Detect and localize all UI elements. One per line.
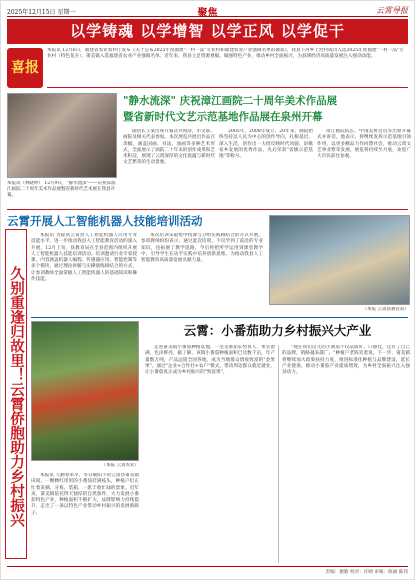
- section-divider: [7, 209, 408, 210]
- tomato-photo-caption: （本报 云霄农业）: [101, 463, 139, 468]
- exhibition-text-1: 副县长王某出席开幕式并致辞，市文联、画院及相关代表参加。本次展览共展出作品百余幅，涵盖国画、书法、油画等多种艺术形式，全面展示了画院二十年来的创作成果和艺术积淀，展现了云霄深厚的文化底蕴与新时代文艺繁荣的生动景象。: [123, 129, 215, 166]
- exhibition-column-3: [317, 129, 411, 207]
- vertical-headline: 久别重逢归故里！云霄侨胞助力乡村振兴: [5, 229, 27, 559]
- exhibition-column-2: [219, 129, 313, 207]
- tomato-text-2: 走进莆美镇小番茄种植基地，一垄垄番茄长势喜人，果实饱满、色泽鲜亮。据了解，该镇小番茄种植面积已达数千亩，年产量数万吨，产品远销全国各地，成为当地群众增收致富的"金果果"。通过"企业+合作社+农户"模式，带动周边群众就近就业，让小番茄真正成为乡村振兴的"致富果"。: [145, 345, 275, 376]
- section-title: 聚焦: [197, 8, 218, 19]
- ai-training-photo: [269, 215, 410, 305]
- ai-training-title: 云霄开展人工智能机器人技能培训活动: [7, 214, 203, 228]
- ai-training-column-1: [31, 233, 137, 313]
- good-news-brief: 本报讯 12月6日，福建省农业农村厅发布《关于公布2025年度福建"一村一品"专业村和福建农业产业强镇名单的通知》，我县下河乡上营村成功入选2025年度福建"一村一品"专业村（特色花卉），莆美镇入选福建省农业产业强镇名单。近年来，我县立足资源禀赋，做强特色产业，推动乡村全面振兴，为县域经济高质量发展注入强劲动能。: [47, 48, 408, 88]
- exhibition-photo: [7, 93, 117, 178]
- tomato-column-1: [31, 473, 139, 565]
- exhibition-title-line1: "静水流深" 庆祝漳江画院二十周年美术作品展: [123, 95, 338, 107]
- tomato-column-3: [282, 345, 410, 565]
- ai-training-column-2: [141, 233, 263, 313]
- page-header: [7, 5, 408, 17]
- newspaper-logo: 云霄导报: [376, 6, 408, 15]
- page-footer: 责编：谢敏 校对：许晴 审核：陈丽 陈伟: [7, 566, 408, 575]
- tomato-text-1: 本报讯 人勤春来早，冬日暖阳下的云霄县莆美镇田间，一颗颗红彤彤的小番茄挂满枝头，种植户们正忙着采摘、分拣、装箱，一派丰收忙碌的景象。近年来，莆美镇依托得天独厚的自然条件，大力发展小番茄特色产业，种植面积不断扩大，品牌影响力持续提升，走出了一条以特色产业带动乡村振兴的发展新路子。: [31, 473, 139, 516]
- exhibition-text-2: 2005年，2008年成立，20年来，画院始终坚持以人民为中心的创作导向，扎根基层、深入生活，创作出一大批反映时代风貌、讴歌家乡发展的优秀作品，先后荣获"省级示范基地"等称号。: [219, 129, 313, 160]
- tomato-article-title: 云霄：小番茄助力乡村振兴大产业: [183, 323, 372, 338]
- good-news-badge: 喜报: [7, 48, 43, 88]
- exhibition-text-3: 漳江画院院长、中国美协会员等出席开幕式并讲话。他表示，将继续发挥示范基地引领作用，以更多精品力作回馈社会，推动云霄文艺事业繁荣发展。展览将持续至月底，欢迎广大市民前往参观。: [317, 129, 411, 160]
- exhibition-title-line2: 暨省新时代文艺示范基地作品展在泉州开幕: [123, 111, 323, 123]
- ai-training-text-2: 本次培训采取集中授课与分组实践相结合的方式开展，参训教师纷纷表示，通过此次培训，不仅学到了前沿的专业知识，也拓展了教学思路，今后将把所学运用到课堂教学中，引导学生在动手实践中培养创新思维，为推动我县人工智能教育高质量发展贡献力量。: [141, 233, 263, 264]
- ai-training-photo-caption: （本报 云霄县教育局）: [362, 307, 409, 312]
- ai-training-text-1: 本报讯 为提高云霄县人工智能机器人应用专业技能水平，进一步推动我县人工智能教育活动的深入开展，12月上旬，县教育局在全县范围内组织开展人工智能机器人技能培训活动。培训邀请行业专家授课，内容涵盖机器人编程、传感器应用、智能控制等多个模块，通过理论讲解与实操演练相结合的方式，让参训教师全面掌握人工智能机器人的基础知识和操作技能。: [31, 233, 137, 283]
- tomato-farm-photo: [31, 321, 139, 461]
- exhibition-photo-caption: 本报讯（林晓坤） 12月9日，"静水流深"——庆祝漳浦江画院二十周年美术作品展暨省新时代艺术展在我县开幕。: [7, 181, 116, 198]
- column-rule: [278, 345, 279, 563]
- slogan-banner: 以学铸魂 以学增智 以学正风 以学促干: [7, 19, 408, 44]
- section-divider-2: [31, 317, 408, 318]
- tomato-text-3: "现在我们这儿的小番茄不仅品质好、口感佳，还有了自己的品牌，销路越来越广。"种植户老陈笑着说。下一步，莆美镇将继续加大政策扶持力度，推进标准化种植与品牌建设，延长产业链条，推动小番茄产业提质增效，为乡村全面振兴注入强劲动力。: [282, 345, 410, 376]
- issue-date: 2025年12月15日 星期一: [7, 9, 76, 16]
- tomato-column-2: [145, 345, 275, 565]
- exhibition-column-1: [123, 129, 215, 207]
